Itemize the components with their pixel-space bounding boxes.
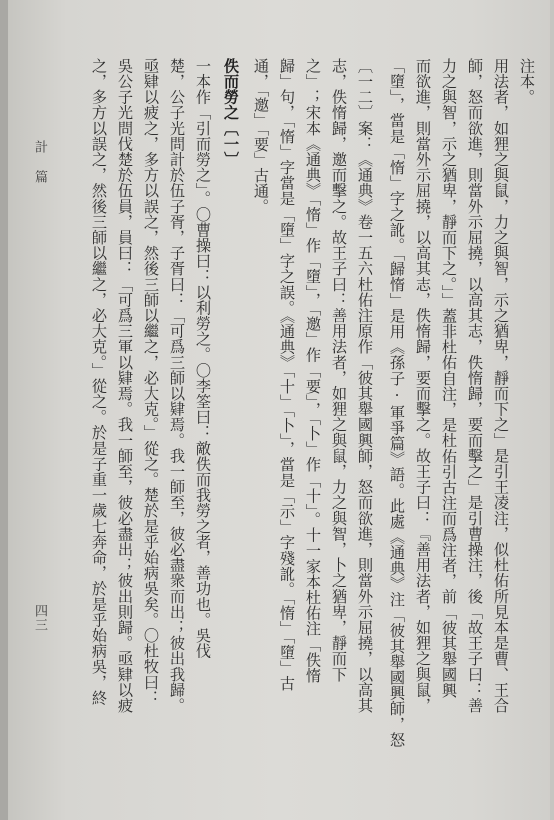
text-column: 通，「邀」「要」古通。 xyxy=(252,58,270,215)
text-column: 歸」句，「惰」字當是「墮」字之誤。《通典》「十」「卜」，當是「示」字殘訛。「惰」「墮」古 xyxy=(278,58,296,692)
page-number: 四三 xyxy=(32,604,47,632)
text-column: 之，多方以誤之，然後三師以繼之，必大克。」從之。於是子重一歲七奔命，於是乎始病吳，終 xyxy=(90,58,108,706)
text-column: 楚，公子光問計於伍子胥，子胥曰：「可爲三師以肄焉。我一師至，彼必盡衆而出；彼出我歸。 xyxy=(168,58,186,714)
text-column: 注本。 xyxy=(518,58,536,105)
section-heading: 佚而勞之〔一〕 xyxy=(222,58,240,168)
page-gutter-shadow xyxy=(0,0,8,820)
text-column: 吳公子光問伐楚於伍員，員曰：「可爲三軍以肄焉。我一師至，彼必盡出；彼出則歸。亟肄以疲 xyxy=(116,58,134,714)
text-column: 一本作「引而勞之」。〇曹操曰：以利勞之。〇李筌曰：敵佚而我勞之者，善功也。吳伐 xyxy=(194,58,212,659)
text-column: 志，佚惰歸，邀而擊之。故王子曰：善用法者，如狸之與鼠，力之與智，卜之猶卑，靜而下 xyxy=(330,58,348,682)
text-column: 師，怒而欲進，則當外示屈撓，以高其志，佚惰歸，要而擊之」是引曹操注，後「故王子曰：善 xyxy=(466,58,484,714)
text-column: 〔一二〕案：《通典》卷一五六杜佑注原作「彼其舉國興師，怒而欲進，則當外示屈撓，以高其 xyxy=(356,58,374,714)
running-header: 計 篇 xyxy=(32,140,47,184)
page-right-edge xyxy=(550,0,554,820)
text-column: 「墮」，當是「惰」字之訛。「歸惰」是用《孫子·軍爭篇》語。此處《通典》注「彼其舉國興師，怒 xyxy=(388,58,406,748)
text-column: 用法者，如狸之與鼠，力之與智，示之猶卑，靜而下之」是引王凌注，似杜佑所見本是曹、王合 xyxy=(492,58,510,714)
text-column: 而欲進，則當外示屈撓，以高其志，佚惰歸，要而擊之。故王子曰：『善用法者，如狸之與鼠， xyxy=(414,58,432,714)
text-column: 亟肄以疲之，多方以誤之，然後三師以繼之，必大克。」從之。楚於是乎始病吳矣。〇杜牧曰： xyxy=(142,58,160,706)
text-column: 力之與智，示之猶卑，靜而下之。」」蓋非杜佑自注，是杜佑引古注而爲注者，前「彼其舉國興 xyxy=(440,58,458,698)
text-column: 之」；宋本《通典》「惰」作「墮」，「邀」作「要」，「卜」作「十」。十一家本杜佑注「佚惰 xyxy=(304,58,322,684)
